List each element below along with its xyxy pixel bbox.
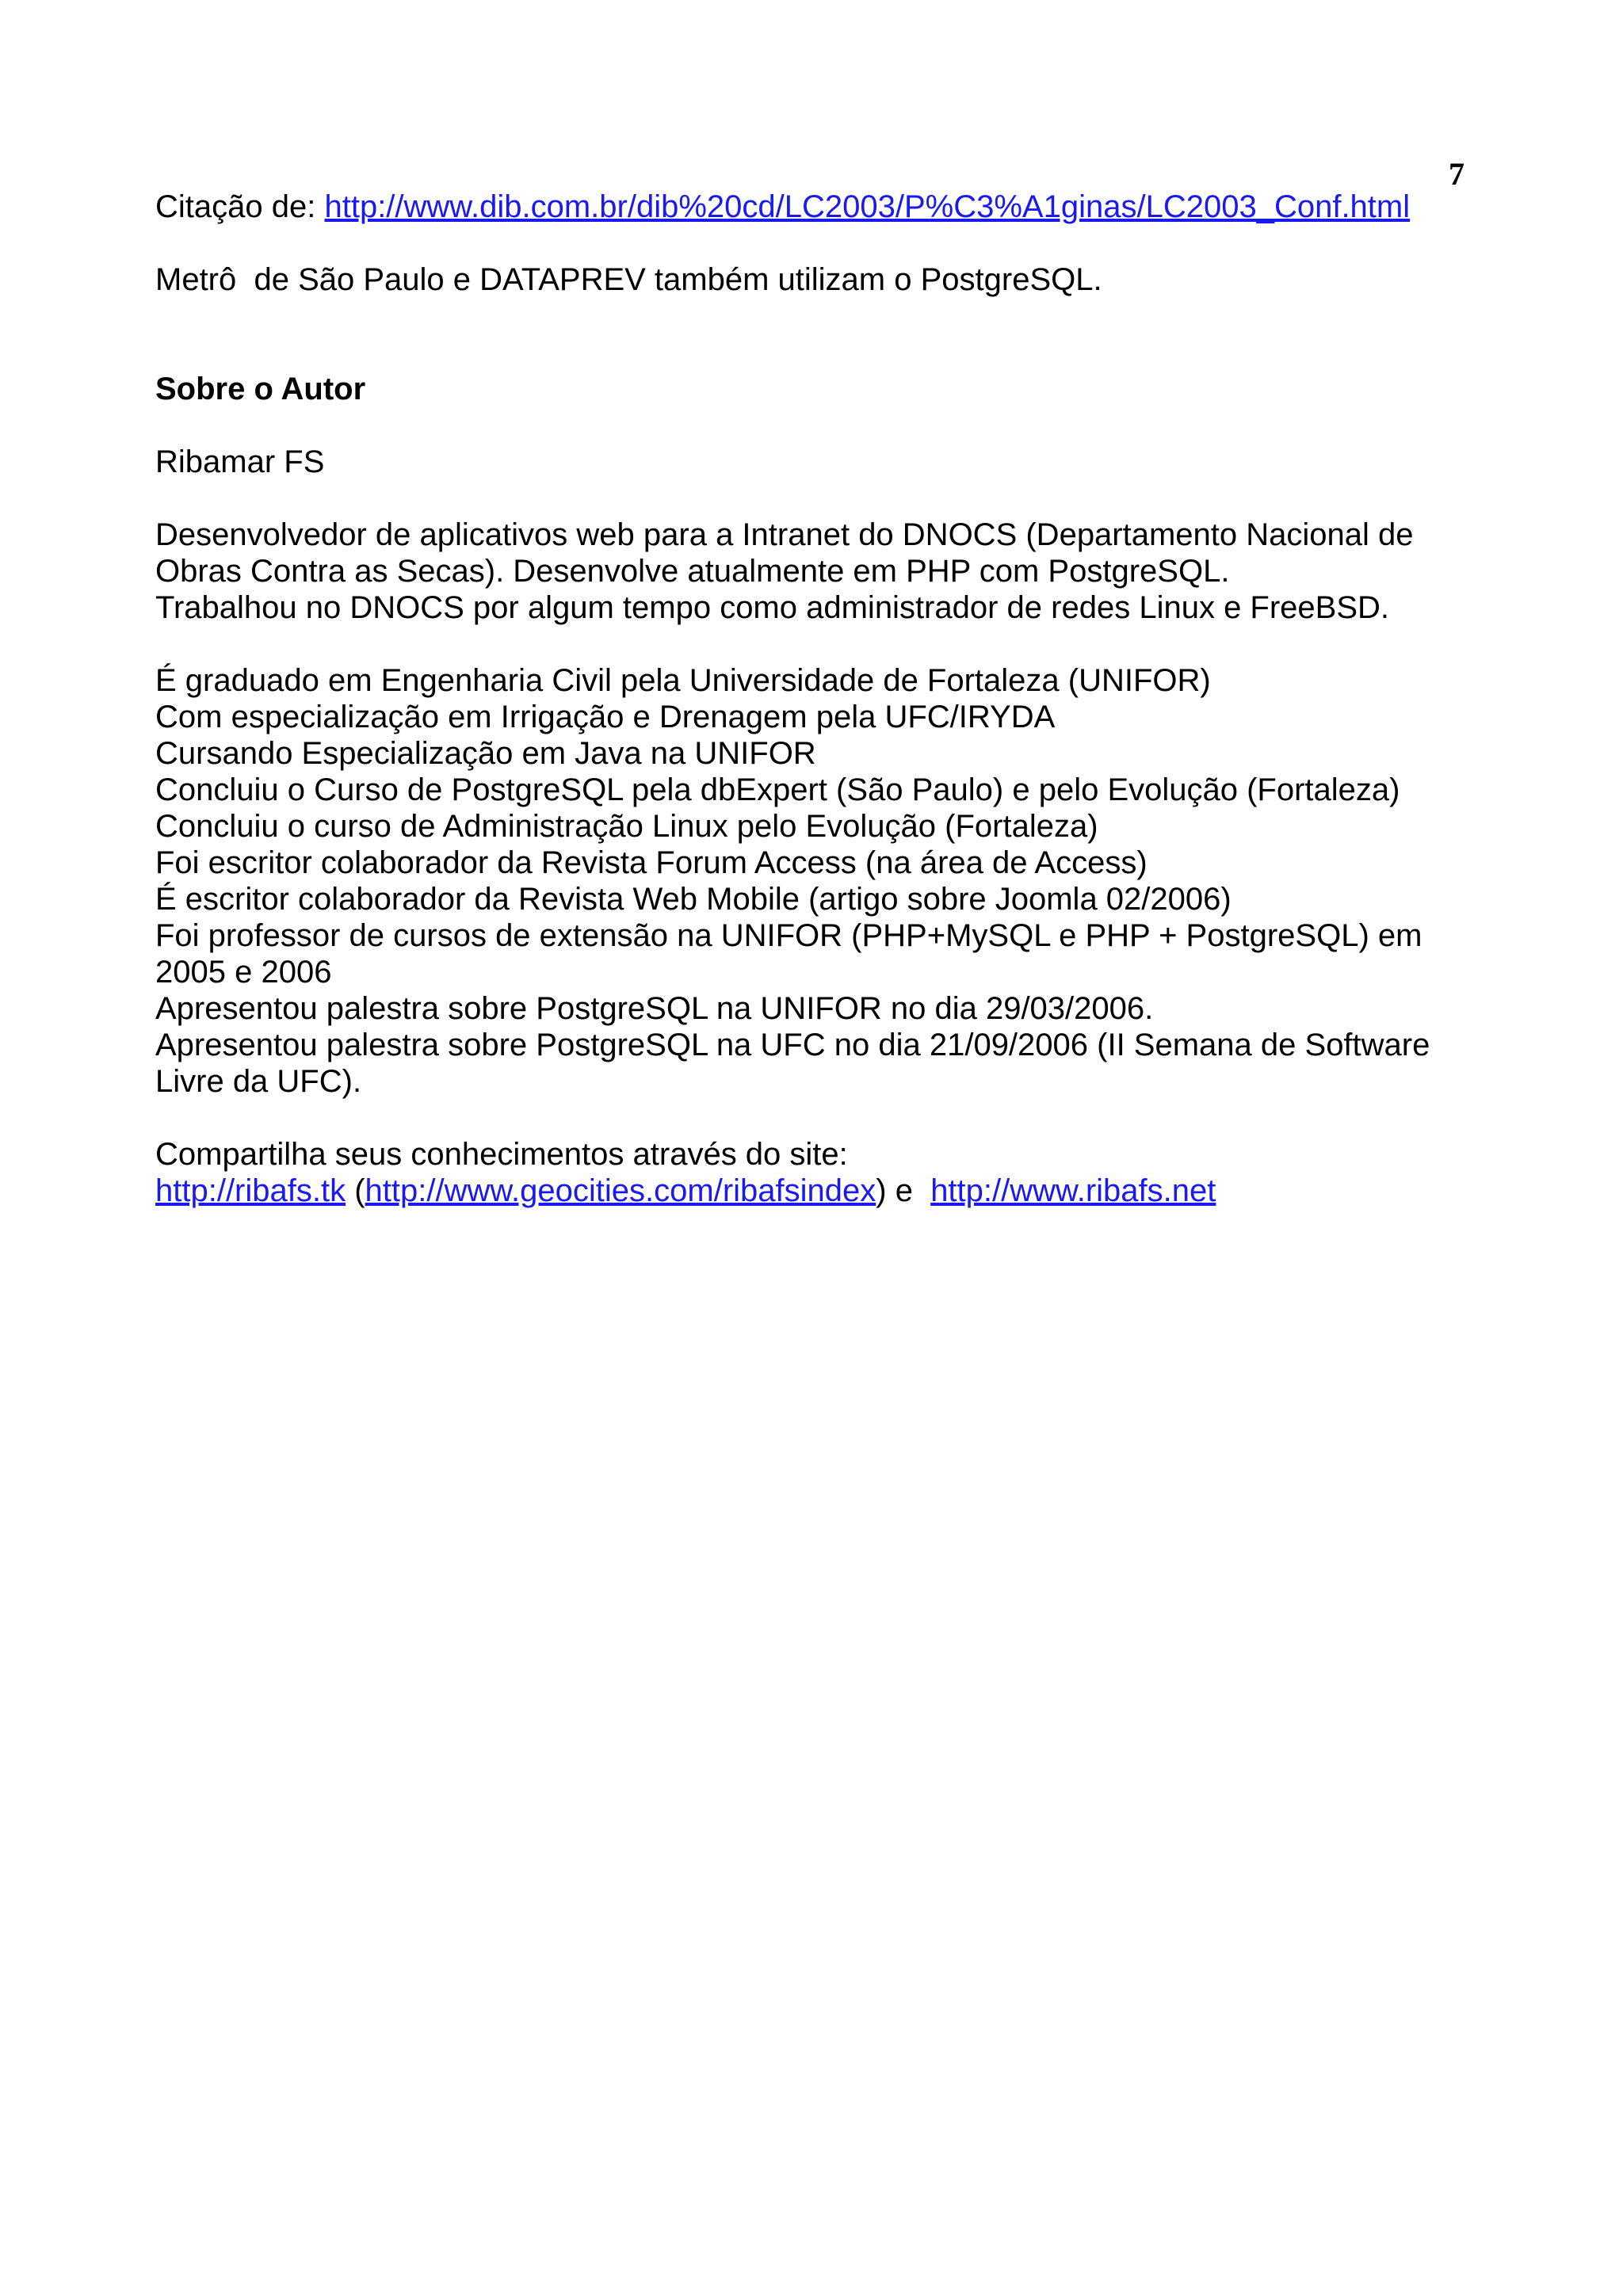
bio-line: Livre da UFC). [155, 1064, 362, 1099]
section-heading: Sobre o Autor [155, 372, 366, 406]
document-body [155, 189, 1495, 1209]
page-number: 7 [1449, 156, 1465, 192]
bio-line: Foi escritor colaborador da Revista Forum Access (na área de Access) [155, 845, 1148, 880]
bio-line: 2005 e 2006 [155, 955, 332, 990]
bio-line: É escritor colaborador da Revista Web Mobile (artigo sobre Joomla 02/2006) [155, 882, 1232, 917]
metro-line: Metrô de São Paulo e DATAPREV também utilizam o PostgreSQL. [155, 262, 1102, 297]
bio-line: Foi professor de cursos de extensão na UNIFOR (PHP+MySQL e PHP + PostgreSQL) em [155, 918, 1423, 953]
bio-paragraph-2 [155, 662, 1495, 1100]
citation-line [155, 189, 1495, 225]
bio-line: Apresentou palestra sobre PostgreSQL na UNIFOR no dia 29/03/2006. [155, 991, 1154, 1026]
bio-paragraph-1 [155, 517, 1495, 626]
spacer [155, 225, 1495, 261]
spacer [155, 407, 1495, 444]
bio-line: Desenvolvedor de aplicativos web para a Intranet do DNOCS (Departamento Nacional de [155, 517, 1414, 552]
bio-line: Concluiu o curso de Administração Linux pelo Evolução (Fortaleza) [155, 809, 1098, 844]
bio-line: Apresentou palestra sobre PostgreSQL na UFC no dia 21/09/2006 (II Semana de Software [155, 1028, 1430, 1062]
spacer [155, 480, 1495, 517]
author-name: Ribamar FS [155, 444, 325, 479]
bio-line: Concluiu o Curso de PostgreSQL pela dbExpert (São Paulo) e pelo Evolução (Fortaleza) [155, 772, 1400, 807]
spacer [155, 1100, 1495, 1136]
ribafs-net-link[interactable]: http://www.ribafs.net [930, 1173, 1216, 1208]
spacer [155, 298, 1495, 371]
ribafs-tk-link[interactable]: http://ribafs.tk [155, 1173, 346, 1208]
geocities-link[interactable]: http://www.geocities.com/ribafsindex [365, 1173, 876, 1208]
spacer [155, 626, 1495, 662]
bio-line: Com especialização em Irrigação e Drenagem pela UFC/IRYDA [155, 700, 1056, 734]
bio-line: Trabalhou no DNOCS por algum tempo como administrador de redes Linux e FreeBSD. [155, 590, 1390, 625]
separator-text: ( [346, 1173, 365, 1208]
share-text: Compartilha seus conhecimentos através do site: [155, 1137, 848, 1172]
share-links-line [155, 1173, 1495, 1209]
citation-link[interactable]: http://www.dib.com.br/dib%20cd/LC2003/P%C3%A1ginas/LC2003_Conf.html [324, 189, 1411, 224]
bio-line: Obras Contra as Secas). Desenvolve atualmente em PHP com PostgreSQL. [155, 554, 1230, 589]
citation-prefix: Citação de: [155, 189, 325, 224]
separator-text: ) e [876, 1173, 931, 1208]
bio-line: É graduado em Engenharia Civil pela Universidade de Fortaleza (UNIFOR) [155, 663, 1211, 698]
bio-line: Cursando Especialização em Java na UNIFOR [155, 736, 816, 771]
